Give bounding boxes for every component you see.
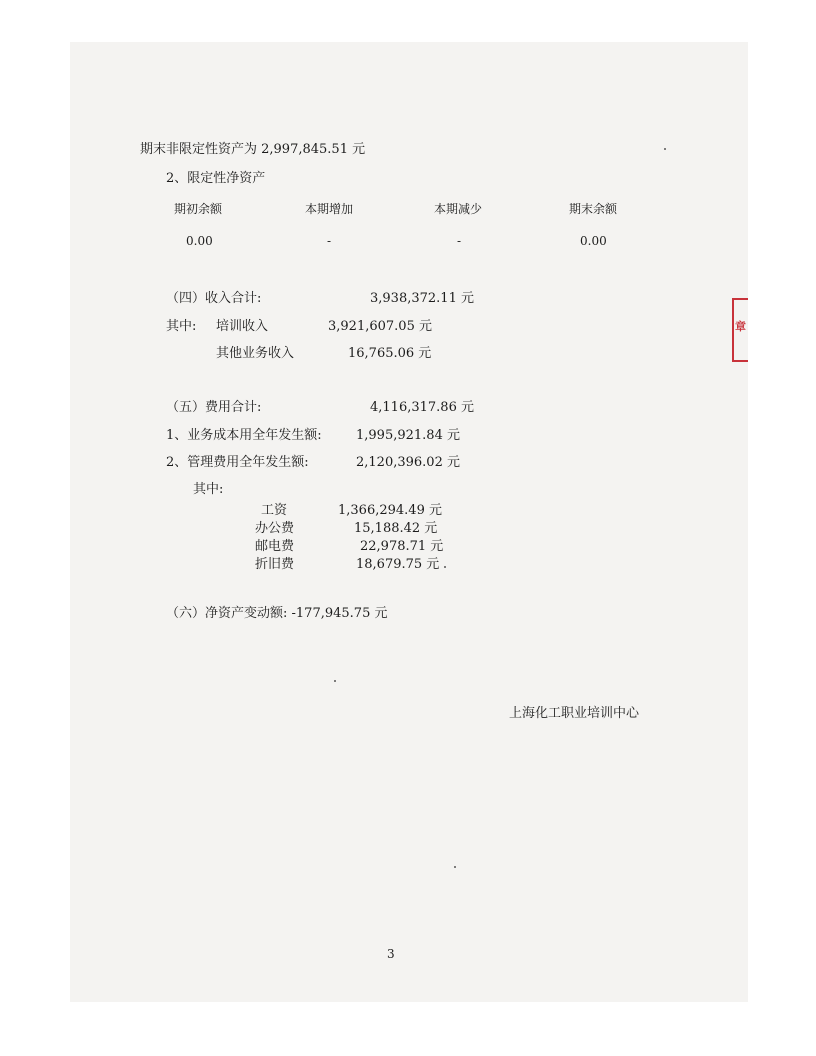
restricted-assets-heading: 2、限定性净资产 [166,171,266,186]
header-opening-balance: 期初余额 [174,202,223,216]
stamp-text: 章 [735,320,746,333]
scan-speck [664,148,666,150]
header-period-increase: 本期增加 [305,202,354,216]
office-expense-value: 15,188.42 元 [354,521,438,536]
salary-value: 1,366,294.49 元 [338,503,442,518]
expense-total-label: （五）费用合计: [166,400,262,415]
value-period-decrease: - [457,234,462,248]
other-income-value: 16,765.06 元 [348,346,432,361]
scan-speck [454,866,456,868]
depreciation-value: 18,679.75 元 [356,557,440,572]
expense-total-value: 4,116,317.86 元 [370,400,474,415]
postal-expense-value: 22,978.71 元 [360,539,444,554]
organization-signature: 上海化工职业培训中心 [509,706,640,721]
salary-label: 工资 [261,503,288,518]
non-restricted-assets-line: 期末非限定性资产为 2,997,845.51 元 [140,142,366,157]
net-assets-change-line: （六）净资产变动额: -177,945.75 元 [166,606,388,621]
page-number: 3 [387,947,395,961]
other-income-label: 其他业务收入 [216,346,295,361]
scan-speck [444,566,446,568]
value-period-increase: - [327,234,332,248]
depreciation-label: 折旧费 [255,557,295,572]
header-closing-balance: 期末余额 [569,202,618,216]
postal-expense-label: 邮电费 [255,539,295,554]
scan-speck [334,680,336,682]
office-expense-label: 办公费 [255,521,295,536]
business-cost-value: 1,995,921.84 元 [356,428,460,443]
header-period-decrease: 本期减少 [434,202,483,216]
red-seal-stamp-fragment [732,298,748,362]
training-income-label: 培训收入 [216,319,269,334]
training-income-value: 3,921,607.05 元 [328,319,432,334]
income-total-value: 3,938,372.11 元 [370,291,474,306]
business-cost-label: 1、业务成本用全年发生额: [166,428,322,443]
income-total-label: （四）收入合计: [166,291,262,306]
income-including-label: 其中: [166,319,197,334]
expense-including-label: 其中: [193,482,224,497]
management-expense-label: 2、管理费用全年发生额: [166,455,309,470]
value-opening-balance: 0.00 [186,234,213,248]
management-expense-value: 2,120,396.02 元 [356,455,460,470]
value-closing-balance: 0.00 [580,234,607,248]
